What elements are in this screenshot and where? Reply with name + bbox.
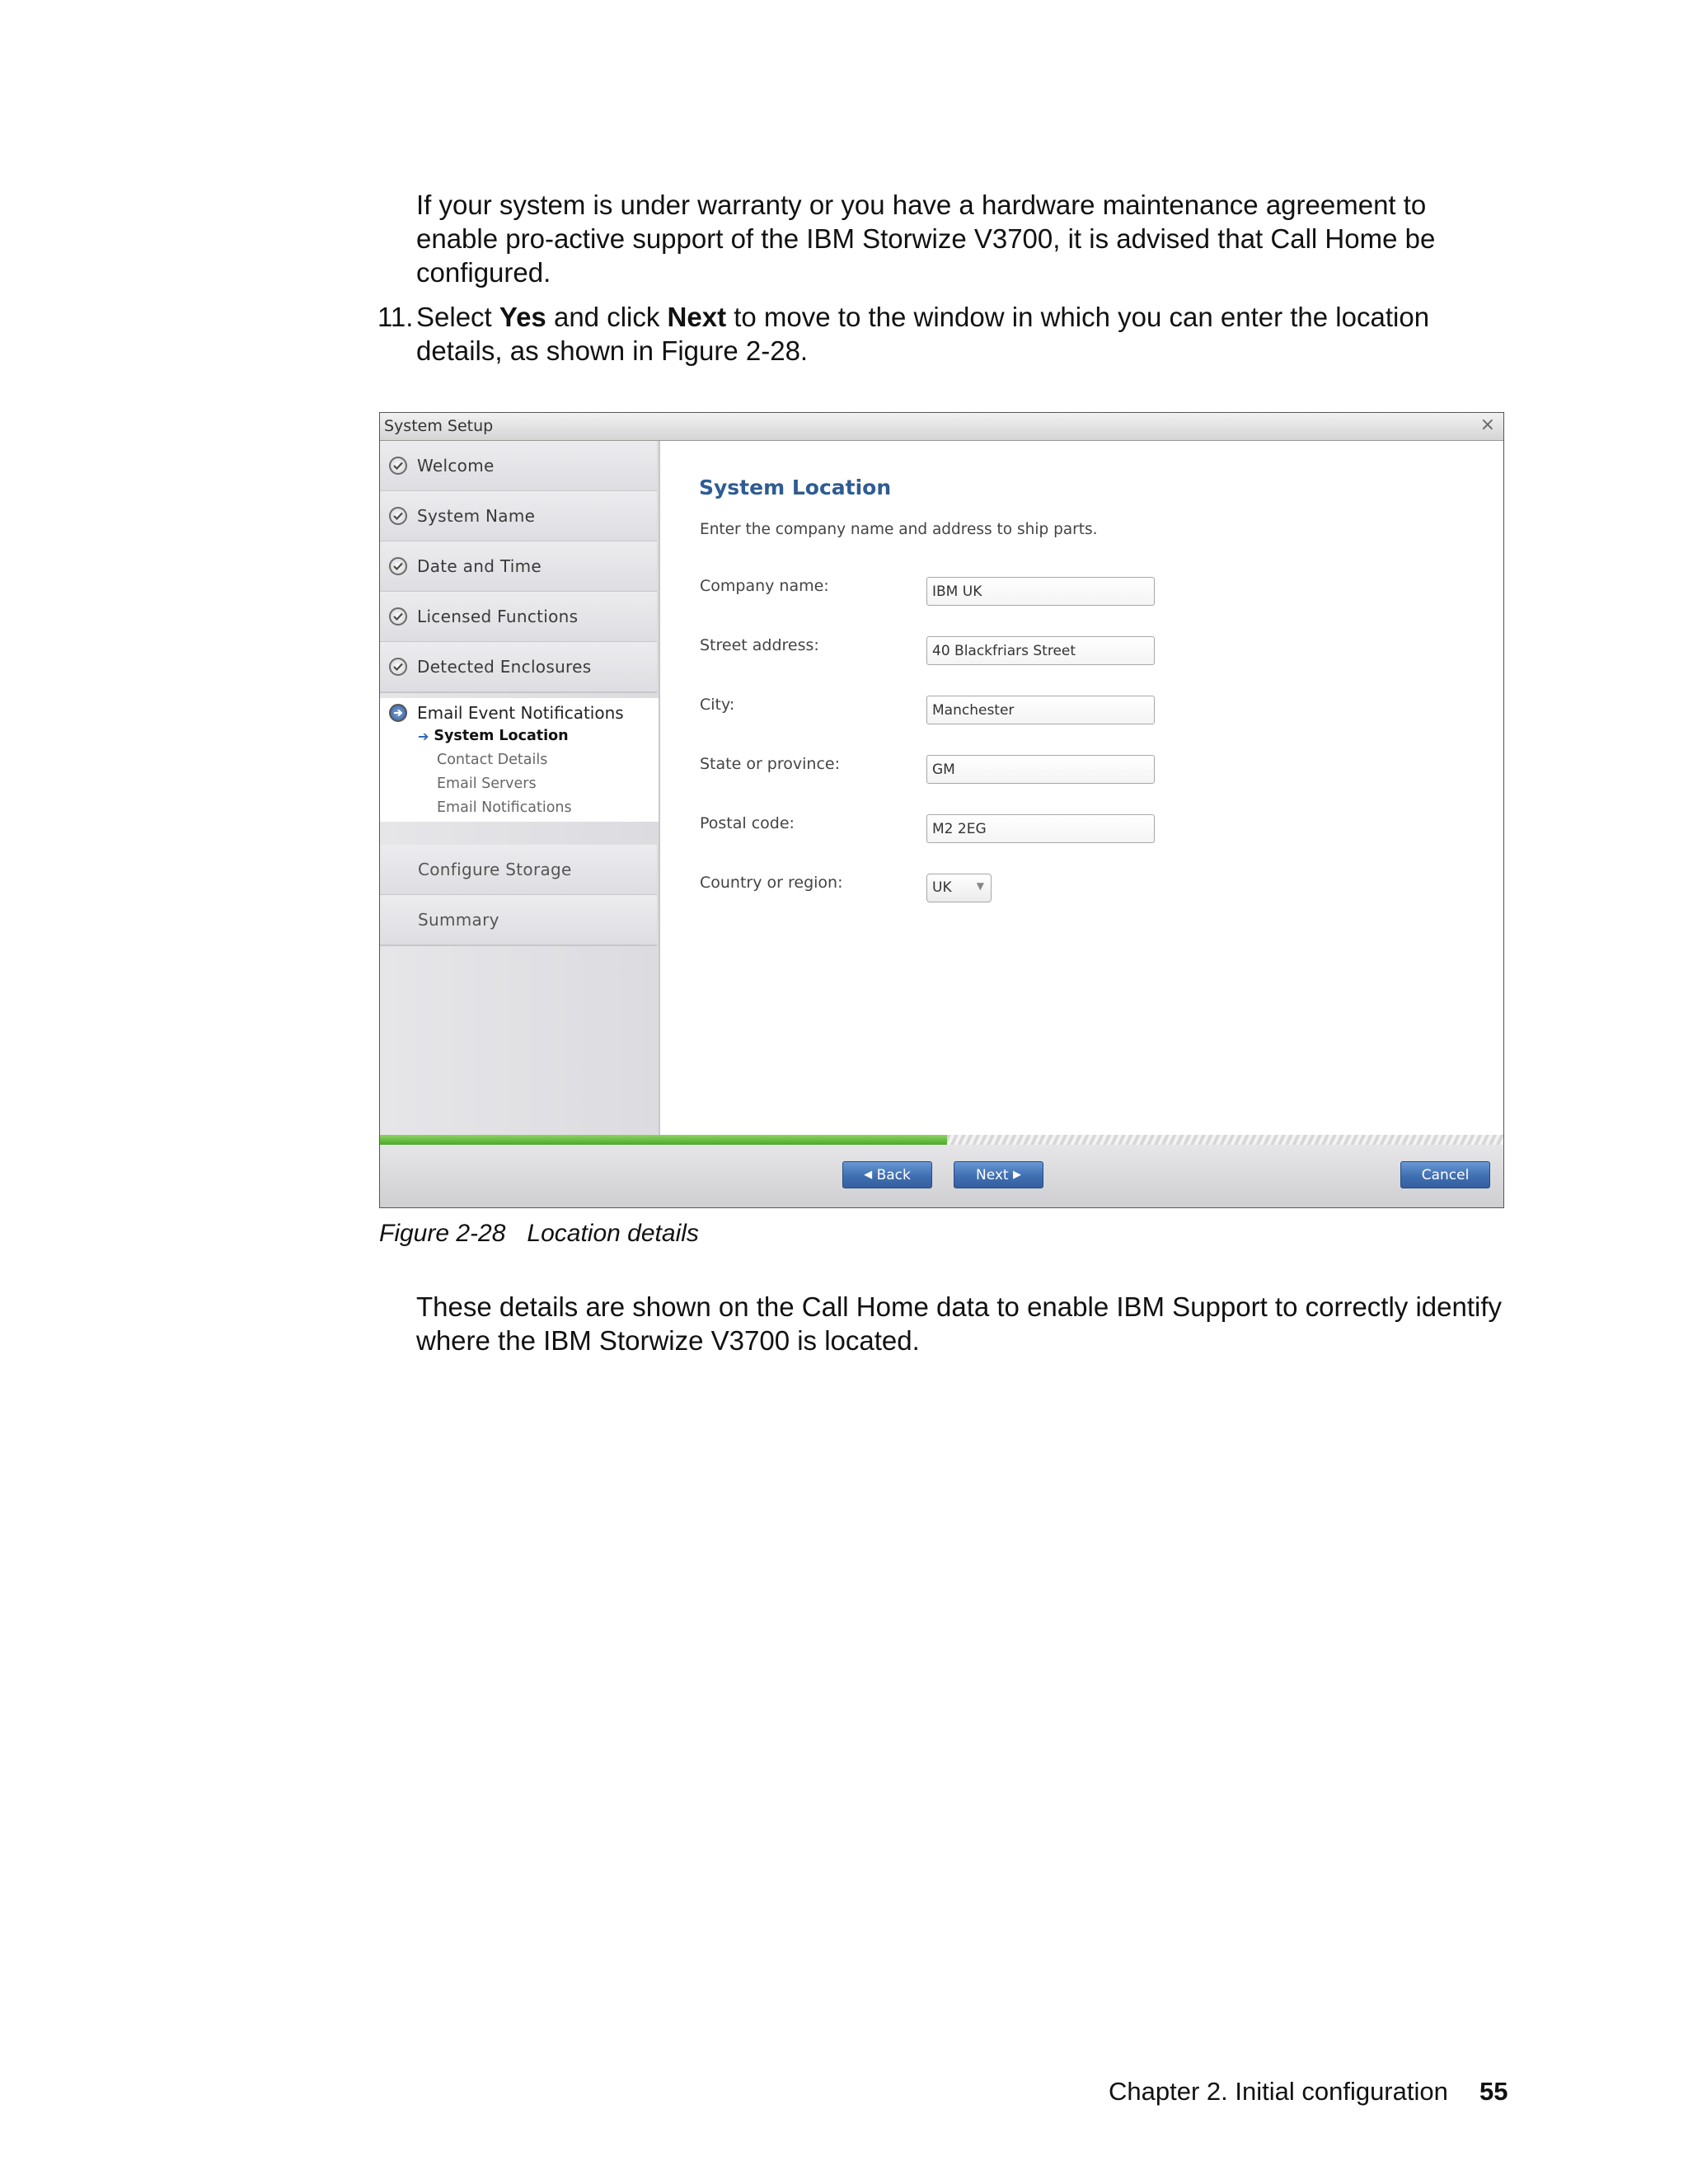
check-icon xyxy=(389,457,407,475)
sidebar-item-summary[interactable]: Summary xyxy=(380,895,657,946)
postal-code-label: Postal code: xyxy=(700,814,795,832)
sidebar-item-welcome[interactable]: Welcome xyxy=(380,441,657,492)
street-address-input[interactable] xyxy=(926,636,1155,665)
step-number: 11. xyxy=(377,302,414,332)
sidebar-item-configure-storage[interactable]: Configure Storage xyxy=(380,845,657,896)
sidebar-section-email-event-notifications xyxy=(380,698,659,822)
closing-paragraph: These details are shown on the Call Home data to enable IBM Support to correctly identify where the IBM Storwize V3700 is located. xyxy=(416,1291,1503,1356)
system-location-panel xyxy=(660,441,1503,1135)
check-icon xyxy=(389,507,407,525)
next-arrow-icon: ▶ xyxy=(1013,1169,1021,1181)
check-icon xyxy=(389,557,407,575)
chevron-down-icon: ▼ xyxy=(976,880,984,892)
intro-paragraph: If your system is under warranty or you have a hardware maintenance agreement to enable pro-active support of the IBM Storwize V3700, it is advised that Call Home be configured. xyxy=(416,190,1436,288)
back-button[interactable]: ◀ Back xyxy=(842,1161,932,1188)
window-title: System Setup xyxy=(384,417,494,435)
figure-caption xyxy=(379,1220,699,1248)
arrow-right-icon xyxy=(389,704,407,722)
company-name-input[interactable] xyxy=(926,577,1155,606)
cancel-button[interactable]: Cancel xyxy=(1400,1161,1490,1188)
chapter-footer: Chapter 2. Initial configuration xyxy=(1109,2077,1448,2106)
country-select-value: UK xyxy=(932,879,952,896)
city-label: City: xyxy=(700,696,735,714)
check-icon xyxy=(389,607,407,626)
sidebar-item-date-and-time[interactable]: Date and Time xyxy=(380,541,657,593)
setup-progress-fill xyxy=(380,1135,947,1145)
back-arrow-icon: ◀ xyxy=(864,1169,873,1181)
figure-number: Figure 2-28 xyxy=(379,1220,506,1247)
check-icon xyxy=(389,658,407,676)
country-select[interactable] xyxy=(926,874,992,902)
company-name-label: Company name: xyxy=(700,577,829,595)
city-input[interactable] xyxy=(926,696,1155,724)
page-number: 55 xyxy=(1479,2077,1508,2106)
street-address-row xyxy=(700,636,1442,669)
setup-steps-sidebar xyxy=(380,441,660,1135)
state-label: State or province: xyxy=(700,755,840,773)
state-row xyxy=(700,755,1442,788)
country-row xyxy=(700,874,1442,907)
sidebar-sub-email-servers[interactable]: Email Servers xyxy=(437,776,537,792)
sidebar-item-detected-enclosures[interactable]: Detected Enclosures xyxy=(380,642,657,693)
sidebar-item-system-name[interactable]: System Name xyxy=(380,491,657,542)
panel-description: Enter the company name and address to ship parts. xyxy=(700,521,1098,538)
step-11 xyxy=(377,300,1515,368)
sidebar-sub-contact-details[interactable]: Contact Details xyxy=(437,752,548,768)
window-titlebar xyxy=(380,413,1503,441)
city-row xyxy=(700,696,1442,729)
postal-code-row xyxy=(700,814,1442,847)
close-icon[interactable]: × xyxy=(1479,415,1495,435)
country-label: Country or region: xyxy=(700,874,843,892)
system-setup-window xyxy=(379,412,1504,1208)
figure-title: Location details xyxy=(527,1220,699,1247)
sidebar-item-licensed-functions[interactable]: Licensed Functions xyxy=(380,592,657,643)
next-button[interactable]: Next ▶ xyxy=(954,1161,1043,1188)
sidebar-sub-email-notifications[interactable]: Email Notifications xyxy=(437,799,572,816)
sidebar-sub-system-location[interactable]: ➔ System Location xyxy=(418,728,569,744)
street-address-label: Street address: xyxy=(700,636,819,654)
setup-progress-bar xyxy=(380,1135,1503,1145)
sidebar-item-email-event-notifications[interactable]: Email Event Notifications xyxy=(389,703,624,723)
state-input[interactable] xyxy=(926,755,1155,784)
window-footer xyxy=(380,1145,1503,1207)
current-step-arrow-icon: ➔ xyxy=(418,728,429,744)
company-name-row xyxy=(700,577,1442,610)
step-text: Select Yes and click Next to move to the window in which you can enter the location details, as shown in Figure 2-28. xyxy=(416,302,1430,366)
postal-code-input[interactable] xyxy=(926,814,1155,843)
panel-heading: System Location xyxy=(699,476,892,499)
